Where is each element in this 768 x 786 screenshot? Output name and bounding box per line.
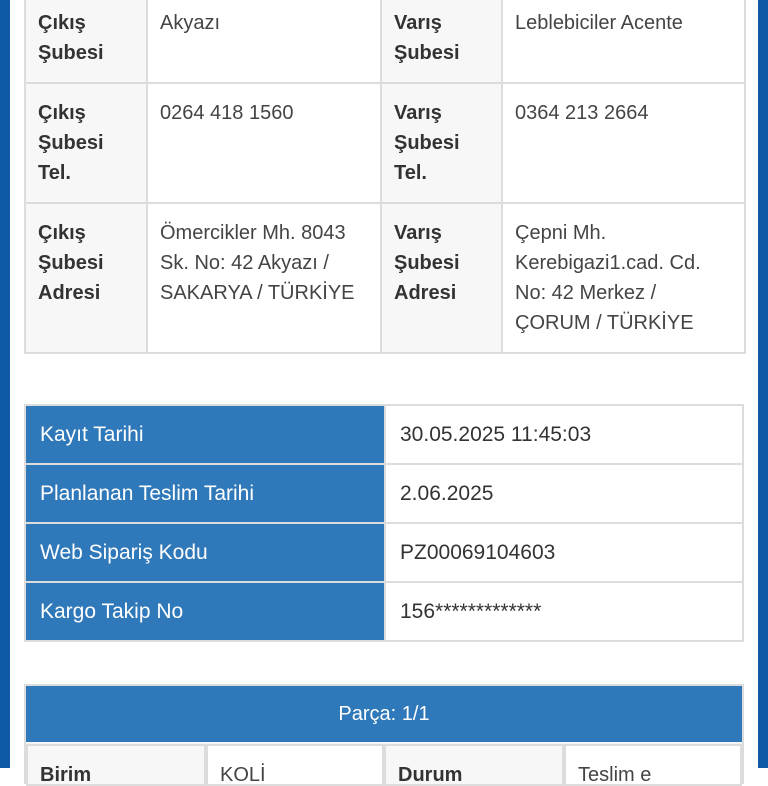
branch-info-table <box>24 0 746 354</box>
planned-delivery-value: 2.06.2025 <box>385 464 743 523</box>
table-row <box>25 405 743 464</box>
status-value: Teslim e <box>564 744 742 786</box>
departure-branch-phone-label: Çıkış Şubesi Tel. <box>25 83 147 203</box>
tracking-number-label: Kargo Takip No <box>25 582 385 641</box>
table-row <box>26 742 742 786</box>
parts-header: Parça: 1/1 <box>26 686 742 742</box>
frame-left-edge <box>0 0 10 768</box>
arrival-branch-value: Leblebiciler Acente <box>502 0 745 83</box>
arrival-branch-label: Varış Şubesi <box>381 0 502 83</box>
table-row <box>25 464 743 523</box>
table-row <box>25 83 745 203</box>
arrival-branch-address-value: Çepni Mh. Kerebigazi1.cad. Cd. No: 42 Merkez / ÇORUM / TÜRKİYE <box>502 203 745 353</box>
record-date-value: 30.05.2025 11:45:03 <box>385 405 743 464</box>
parts-section <box>24 684 744 784</box>
web-order-code-value: PZ00069104603 <box>385 523 743 582</box>
arrival-branch-address-label: Varış Şubesi Adresi <box>381 203 502 353</box>
departure-branch-address-label: Çıkış Şubesi Adresi <box>25 203 147 353</box>
status-label: Durum <box>384 744 564 786</box>
unit-label: Birim <box>26 744 206 786</box>
departure-branch-address-value: Ömercikler Mh. 8043 Sk. No: 42 Akyazı / SAKARYA / TÜRKİYE <box>147 203 381 353</box>
table-row <box>25 203 745 353</box>
shipment-info-table <box>24 404 744 642</box>
departure-branch-phone-value: 0264 418 1560 <box>147 83 381 203</box>
arrival-branch-phone-label: Varış Şubesi Tel. <box>381 83 502 203</box>
departure-branch-label: Çıkış Şubesi <box>25 0 147 83</box>
table-row <box>25 582 743 641</box>
record-date-label: Kayıt Tarihi <box>25 405 385 464</box>
tracking-number-value: 156************* <box>385 582 743 641</box>
web-order-code-label: Web Sipariş Kodu <box>25 523 385 582</box>
departure-branch-value: Akyazı <box>147 0 381 83</box>
arrival-branch-phone-value: 0364 213 2664 <box>502 83 745 203</box>
table-row <box>25 523 743 582</box>
unit-value: KOLİ <box>206 744 384 786</box>
frame-right-edge <box>758 0 768 768</box>
planned-delivery-label: Planlanan Teslim Tarihi <box>25 464 385 523</box>
table-row <box>25 0 745 83</box>
